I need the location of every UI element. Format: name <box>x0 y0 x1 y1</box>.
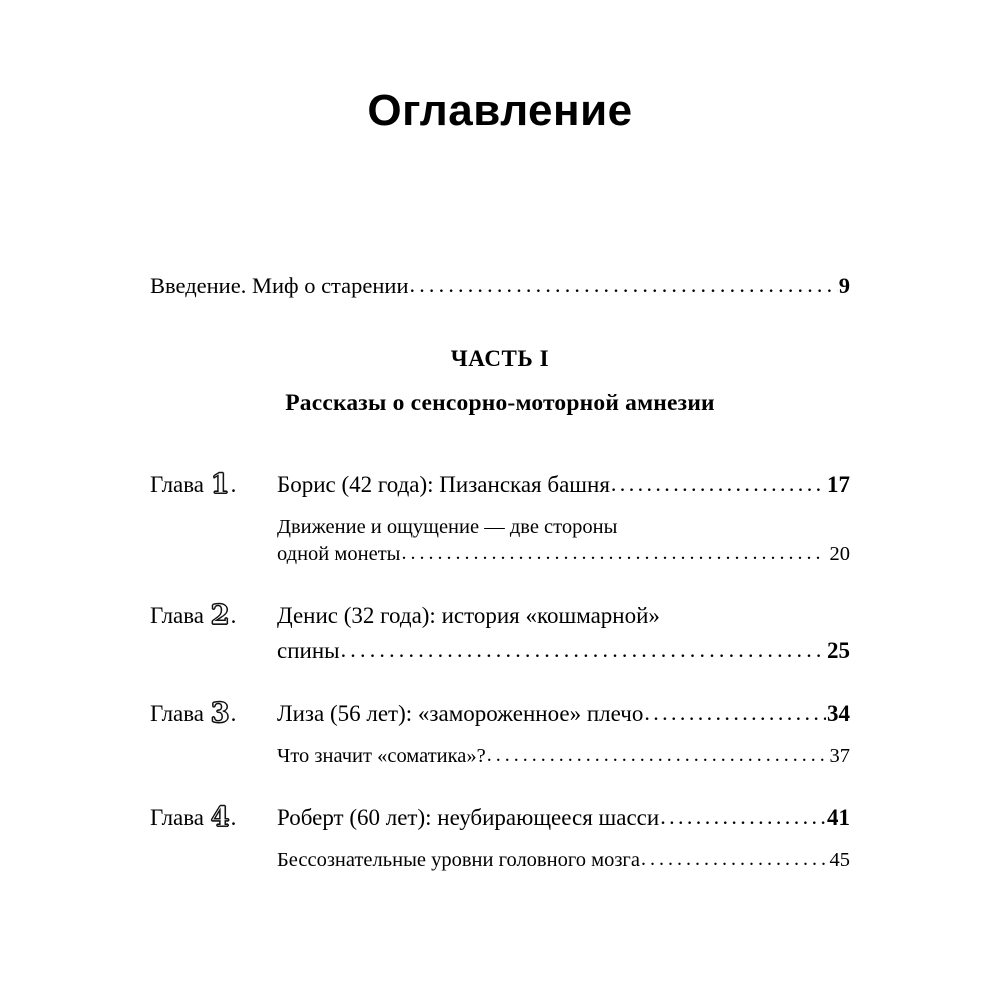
subsection-entry[interactable] <box>150 514 850 568</box>
chapter-continuation-body <box>277 637 850 666</box>
chapter-entry-4[interactable] <box>150 800 850 874</box>
dot-leader <box>410 271 838 299</box>
chapter-title-block <box>277 700 850 729</box>
subsection-line-body <box>277 847 850 874</box>
toc-entry-title: Введение. Миф о старении <box>150 273 409 298</box>
chapter-number-suffix: . <box>230 602 237 628</box>
dot-leader <box>611 470 826 498</box>
subsection-page-number: 37 <box>829 744 850 767</box>
chapter-heading-row <box>150 598 850 632</box>
subsection-title-line-1: Движение и ощущение — две стороны <box>277 515 618 538</box>
chapter-title-block <box>277 471 850 500</box>
subsection-line-body <box>277 743 850 770</box>
dot-leader <box>660 803 826 831</box>
chapter-number-suffix: . <box>230 804 237 830</box>
subsection-title-row <box>150 847 850 874</box>
chapter-heading-row <box>150 696 850 730</box>
chapter-page-number: 17 <box>827 471 850 497</box>
chapter-page-number: 41 <box>827 804 850 830</box>
part-label: ЧАСТЬ I <box>450 346 550 372</box>
toc-entry-introduction[interactable] <box>150 272 850 300</box>
chapter-number-suffix: . <box>230 471 237 497</box>
toc-entries-container <box>150 272 850 874</box>
chapter-entry-1[interactable] <box>150 467 850 568</box>
part-title: Рассказы о сенсорно-моторной амнезии <box>285 390 715 417</box>
chapter-title-line <box>277 700 850 729</box>
chapter-title-block <box>277 804 850 833</box>
subsection-line-body <box>277 541 850 568</box>
chapter-heading-row <box>150 800 850 834</box>
dot-leader <box>401 540 824 566</box>
subsection-title: Бессознательные уровни головного мозга <box>277 848 640 871</box>
chapter-word: Глава <box>150 602 205 628</box>
dot-leader <box>644 699 826 727</box>
subsection-page-number: 20 <box>829 542 850 565</box>
chapter-entry-3[interactable] <box>150 696 850 770</box>
chapter-title-continuation-row <box>150 637 850 666</box>
chapter-page-number: 34 <box>827 700 850 726</box>
chapter-heading-row <box>150 467 850 501</box>
chapter-word: Глава <box>150 471 205 497</box>
chapter-number: 2 <box>210 599 230 631</box>
chapter-number: 4 <box>210 801 230 833</box>
subsection-entry[interactable] <box>150 743 850 770</box>
chapter-entry-2[interactable] <box>150 598 850 666</box>
subsection-entry[interactable] <box>150 847 850 874</box>
dot-leader <box>641 846 825 872</box>
chapter-number-suffix: . <box>230 700 237 726</box>
chapter-title-line <box>277 471 850 500</box>
chapter-title: Роберт (60 лет): неубирающееся шасси <box>277 804 660 830</box>
chapter-list <box>150 467 850 874</box>
chapter-label <box>150 467 277 501</box>
subsection-title-line-2: одной монеты <box>277 542 401 565</box>
subsection-title-row <box>150 541 850 568</box>
chapter-title-line-2: спины <box>277 637 340 663</box>
part-heading <box>150 344 850 418</box>
subsection-title: Что значит «соматика»? <box>277 744 486 767</box>
subsection-title-row <box>150 743 850 770</box>
chapter-word: Глава <box>150 700 205 726</box>
chapter-label <box>150 696 277 730</box>
dot-leader <box>487 742 825 768</box>
chapter-title: Лиза (56 лет): «замороженное» плечо <box>277 700 644 726</box>
chapter-number: 1 <box>210 468 230 500</box>
chapter-title: Денис (32 года): история «кошмарной» <box>277 602 660 628</box>
chapter-title-line <box>277 602 850 631</box>
subsection-page-number: 45 <box>829 848 850 871</box>
chapter-title-block <box>277 602 850 631</box>
chapter-page-number: 25 <box>827 637 850 663</box>
chapter-label <box>150 598 277 632</box>
chapter-label <box>150 800 277 834</box>
chapter-title-line <box>277 804 850 833</box>
toc-entry-page-number: 9 <box>838 273 850 298</box>
page-title: Оглавление <box>367 86 633 136</box>
chapter-word: Глава <box>150 804 205 830</box>
chapter-title: Борис (42 года): Пизанская башня <box>277 471 610 497</box>
dot-leader <box>341 636 826 664</box>
chapter-number: 3 <box>210 697 230 729</box>
